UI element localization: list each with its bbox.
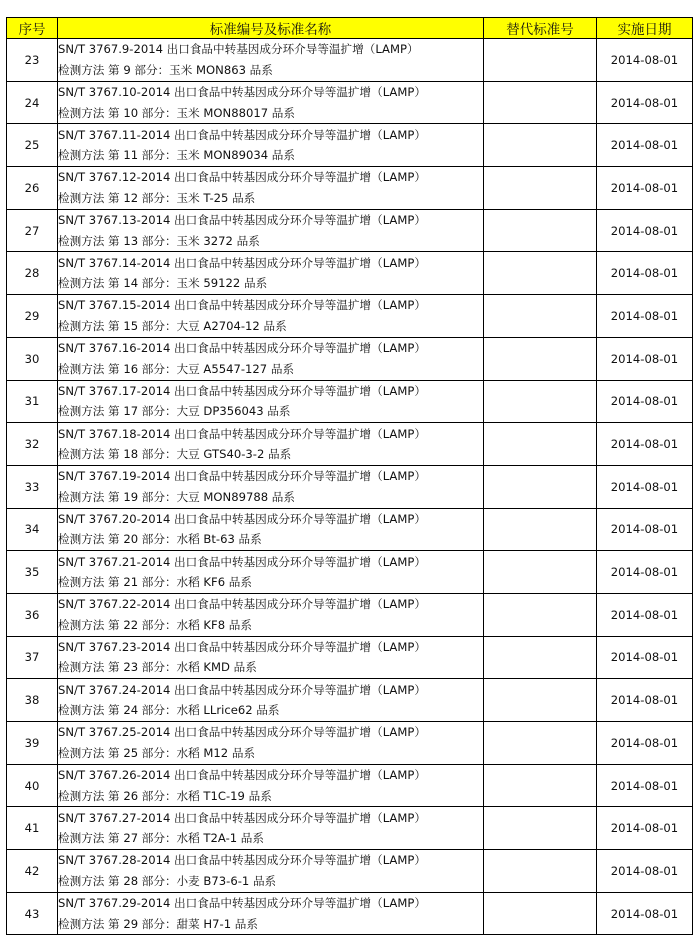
row-effective-date: 2014-08-01 (597, 124, 693, 167)
row-replaced-standard (484, 167, 597, 210)
standard-number-line: SN/T 3767.22-2014 出口食品中转基因成分环介导等温扩增（LAMP） (58, 597, 426, 612)
row-standard-name (58, 593, 484, 636)
row-effective-date: 2014-08-01 (597, 551, 693, 594)
standard-number-line: SN/T 3767.14-2014 出口食品中转基因成分环介导等温扩增（LAMP） (58, 255, 426, 270)
table-row (7, 807, 693, 850)
row-effective-date: 2014-08-01 (597, 508, 693, 551)
row-replaced-standard (484, 551, 597, 594)
row-replaced-standard (484, 722, 597, 765)
row-standard-name (58, 209, 484, 252)
table-row (7, 722, 693, 765)
row-standard-name (58, 850, 484, 893)
standard-number-line: SN/T 3767.11-2014 出口食品中转基因成分环介导等温扩增（LAMP） (58, 127, 426, 142)
row-standard-name (58, 380, 484, 423)
row-seq: 25 (7, 124, 58, 167)
table-row (7, 508, 693, 551)
standard-title-line: 检测方法 第 20 部分：水稻 Bt-63 品系 (58, 532, 262, 547)
row-effective-date: 2014-08-01 (597, 807, 693, 850)
row-standard-name (58, 423, 484, 466)
table-row (7, 593, 693, 636)
row-seq: 26 (7, 167, 58, 210)
header-seq: 序号 (7, 18, 58, 39)
row-seq: 30 (7, 337, 58, 380)
row-standard-name (58, 679, 484, 722)
table-row (7, 892, 693, 935)
row-standard-name (58, 124, 484, 167)
row-replaced-standard (484, 764, 597, 807)
standard-number-line: SN/T 3767.16-2014 出口食品中转基因成分环介导等温扩增（LAMP） (58, 341, 426, 356)
table-row (7, 850, 693, 893)
row-effective-date: 2014-08-01 (597, 764, 693, 807)
row-seq: 31 (7, 380, 58, 423)
standard-title-line: 检测方法 第 10 部分：玉米 MON88017 品系 (58, 105, 295, 120)
standard-title-line: 检测方法 第 16 部分：大豆 A5547-127 品系 (58, 361, 295, 376)
standard-title-line: 检测方法 第 25 部分：水稻 M12 品系 (58, 745, 256, 760)
row-effective-date: 2014-08-01 (597, 39, 693, 82)
row-replaced-standard (484, 337, 597, 380)
row-seq: 32 (7, 423, 58, 466)
standard-number-line: SN/T 3767.23-2014 出口食品中转基因成分环介导等温扩增（LAMP） (58, 639, 426, 654)
header-effective-date: 实施日期 (597, 18, 693, 39)
row-standard-name (58, 764, 484, 807)
row-effective-date: 2014-08-01 (597, 850, 693, 893)
row-seq: 23 (7, 39, 58, 82)
row-seq: 29 (7, 295, 58, 338)
standard-number-line: SN/T 3767.12-2014 出口食品中转基因成分环介导等温扩增（LAMP） (58, 170, 426, 185)
row-seq: 41 (7, 807, 58, 850)
standard-number-line: SN/T 3767.17-2014 出口食品中转基因成分环介导等温扩增（LAMP） (58, 383, 426, 398)
row-replaced-standard (484, 209, 597, 252)
standard-number-line: SN/T 3767.24-2014 出口食品中转基因成分环介导等温扩增（LAMP） (58, 682, 426, 697)
row-standard-name (58, 892, 484, 935)
standard-title-line: 检测方法 第 19 部分：大豆 MON89788 品系 (58, 489, 295, 504)
row-replaced-standard (484, 39, 597, 82)
row-seq: 42 (7, 850, 58, 893)
row-replaced-standard (484, 850, 597, 893)
row-effective-date: 2014-08-01 (597, 423, 693, 466)
table-row (7, 764, 693, 807)
standard-number-line: SN/T 3767.20-2014 出口食品中转基因成分环介导等温扩增（LAMP） (58, 511, 426, 526)
standard-title-line: 检测方法 第 23 部分：水稻 KMD 品系 (58, 660, 257, 675)
row-effective-date: 2014-08-01 (597, 465, 693, 508)
table-row (7, 636, 693, 679)
row-standard-name (58, 636, 484, 679)
row-standard-name (58, 81, 484, 124)
row-replaced-standard (484, 252, 597, 295)
row-seq: 40 (7, 764, 58, 807)
row-standard-name (58, 551, 484, 594)
row-replaced-standard (484, 892, 597, 935)
row-standard-name (58, 337, 484, 380)
row-standard-name (58, 722, 484, 765)
row-effective-date: 2014-08-01 (597, 380, 693, 423)
row-seq: 37 (7, 636, 58, 679)
standard-number-line: SN/T 3767.21-2014 出口食品中转基因成分环介导等温扩增（LAMP） (58, 554, 426, 569)
row-seq: 33 (7, 465, 58, 508)
row-replaced-standard (484, 423, 597, 466)
row-standard-name (58, 39, 484, 82)
row-effective-date: 2014-08-01 (597, 252, 693, 295)
row-effective-date: 2014-08-01 (597, 295, 693, 338)
standard-title-line: 检测方法 第 12 部分：玉米 T-25 品系 (58, 190, 256, 205)
row-effective-date: 2014-08-01 (597, 209, 693, 252)
row-standard-name (58, 167, 484, 210)
table-row (7, 295, 693, 338)
header-row (7, 18, 693, 39)
row-replaced-standard (484, 295, 597, 338)
row-effective-date: 2014-08-01 (597, 167, 693, 210)
standard-title-line: 检测方法 第 24 部分：水稻 LLrice62 品系 (58, 703, 280, 718)
standard-title-line: 检测方法 第 26 部分：水稻 T1C-19 品系 (58, 788, 272, 803)
standard-title-line: 检测方法 第 22 部分：水稻 KF8 品系 (58, 617, 252, 632)
row-replaced-standard (484, 81, 597, 124)
header-replaced-standard: 替代标准号 (484, 18, 597, 39)
standard-number-line: SN/T 3767.13-2014 出口食品中转基因成分环介导等温扩增（LAMP） (58, 213, 426, 228)
standard-title-line: 检测方法 第 15 部分：大豆 A2704-12 品系 (58, 318, 287, 333)
standard-title-line: 检测方法 第 21 部分：水稻 KF6 品系 (58, 575, 252, 590)
header-standard-name: 标准编号及标准名称 (58, 18, 484, 39)
row-seq: 39 (7, 722, 58, 765)
standard-number-line: SN/T 3767.18-2014 出口食品中转基因成分环介导等温扩增（LAMP） (58, 426, 426, 441)
standard-number-line: SN/T 3767.27-2014 出口食品中转基因成分环介导等温扩增（LAMP） (58, 810, 426, 825)
row-seq: 36 (7, 593, 58, 636)
standard-number-line: SN/T 3767.9-2014 出口食品中转基因成分环介导等温扩增（LAMP） (58, 42, 419, 57)
row-standard-name (58, 807, 484, 850)
row-effective-date: 2014-08-01 (597, 636, 693, 679)
standard-title-line: 检测方法 第 9 部分：玉米 MON863 品系 (58, 62, 273, 77)
row-replaced-standard (484, 679, 597, 722)
row-seq: 34 (7, 508, 58, 551)
table-row (7, 551, 693, 594)
row-effective-date: 2014-08-01 (597, 679, 693, 722)
standard-title-line: 检测方法 第 18 部分：大豆 GTS40-3-2 品系 (58, 447, 292, 462)
standard-title-line: 检测方法 第 14 部分：玉米 59122 品系 (58, 276, 268, 291)
row-seq: 43 (7, 892, 58, 935)
row-replaced-standard (484, 508, 597, 551)
standard-title-line: 检测方法 第 11 部分：玉米 MON89034 品系 (58, 148, 295, 163)
row-replaced-standard (484, 465, 597, 508)
row-replaced-standard (484, 807, 597, 850)
table-row (7, 39, 693, 82)
table-row (7, 423, 693, 466)
row-effective-date: 2014-08-01 (597, 892, 693, 935)
table-row (7, 124, 693, 167)
table-row (7, 81, 693, 124)
table-row (7, 380, 693, 423)
standard-number-line: SN/T 3767.26-2014 出口食品中转基因成分环介导等温扩增（LAMP） (58, 768, 426, 783)
standard-number-line: SN/T 3767.29-2014 出口食品中转基因成分环介导等温扩增（LAMP） (58, 896, 426, 911)
table-row (7, 167, 693, 210)
row-seq: 35 (7, 551, 58, 594)
standard-number-line: SN/T 3767.15-2014 出口食品中转基因成分环介导等温扩增（LAMP） (58, 298, 426, 313)
row-replaced-standard (484, 636, 597, 679)
row-effective-date: 2014-08-01 (597, 593, 693, 636)
table-row (7, 209, 693, 252)
row-seq: 24 (7, 81, 58, 124)
row-seq: 38 (7, 679, 58, 722)
standard-number-line: SN/T 3767.25-2014 出口食品中转基因成分环介导等温扩增（LAMP） (58, 725, 426, 740)
standard-title-line: 检测方法 第 29 部分：甜菜 H7-1 品系 (58, 916, 258, 931)
row-effective-date: 2014-08-01 (597, 81, 693, 124)
row-standard-name (58, 465, 484, 508)
table-row (7, 679, 693, 722)
table-row (7, 465, 693, 508)
standard-number-line: SN/T 3767.28-2014 出口食品中转基因成分环介导等温扩增（LAMP） (58, 853, 426, 868)
row-replaced-standard (484, 124, 597, 167)
row-replaced-standard (484, 380, 597, 423)
row-seq: 28 (7, 252, 58, 295)
standard-title-line: 检测方法 第 17 部分：大豆 DP356043 品系 (58, 404, 291, 419)
standard-title-line: 检测方法 第 27 部分：水稻 T2A-1 品系 (58, 831, 264, 846)
row-effective-date: 2014-08-01 (597, 722, 693, 765)
row-replaced-standard (484, 593, 597, 636)
row-standard-name (58, 508, 484, 551)
table-row (7, 337, 693, 380)
table-row (7, 252, 693, 295)
standard-title-line: 检测方法 第 28 部分：小麦 B73-6-1 品系 (58, 873, 277, 888)
row-effective-date: 2014-08-01 (597, 337, 693, 380)
row-standard-name (58, 295, 484, 338)
standard-title-line: 检测方法 第 13 部分：玉米 3272 品系 (58, 233, 260, 248)
row-standard-name (58, 252, 484, 295)
standards-table (6, 17, 693, 935)
row-seq: 27 (7, 209, 58, 252)
standard-number-line: SN/T 3767.10-2014 出口食品中转基因成分环介导等温扩增（LAMP） (58, 85, 426, 100)
standard-number-line: SN/T 3767.19-2014 出口食品中转基因成分环介导等温扩增（LAMP） (58, 469, 426, 484)
